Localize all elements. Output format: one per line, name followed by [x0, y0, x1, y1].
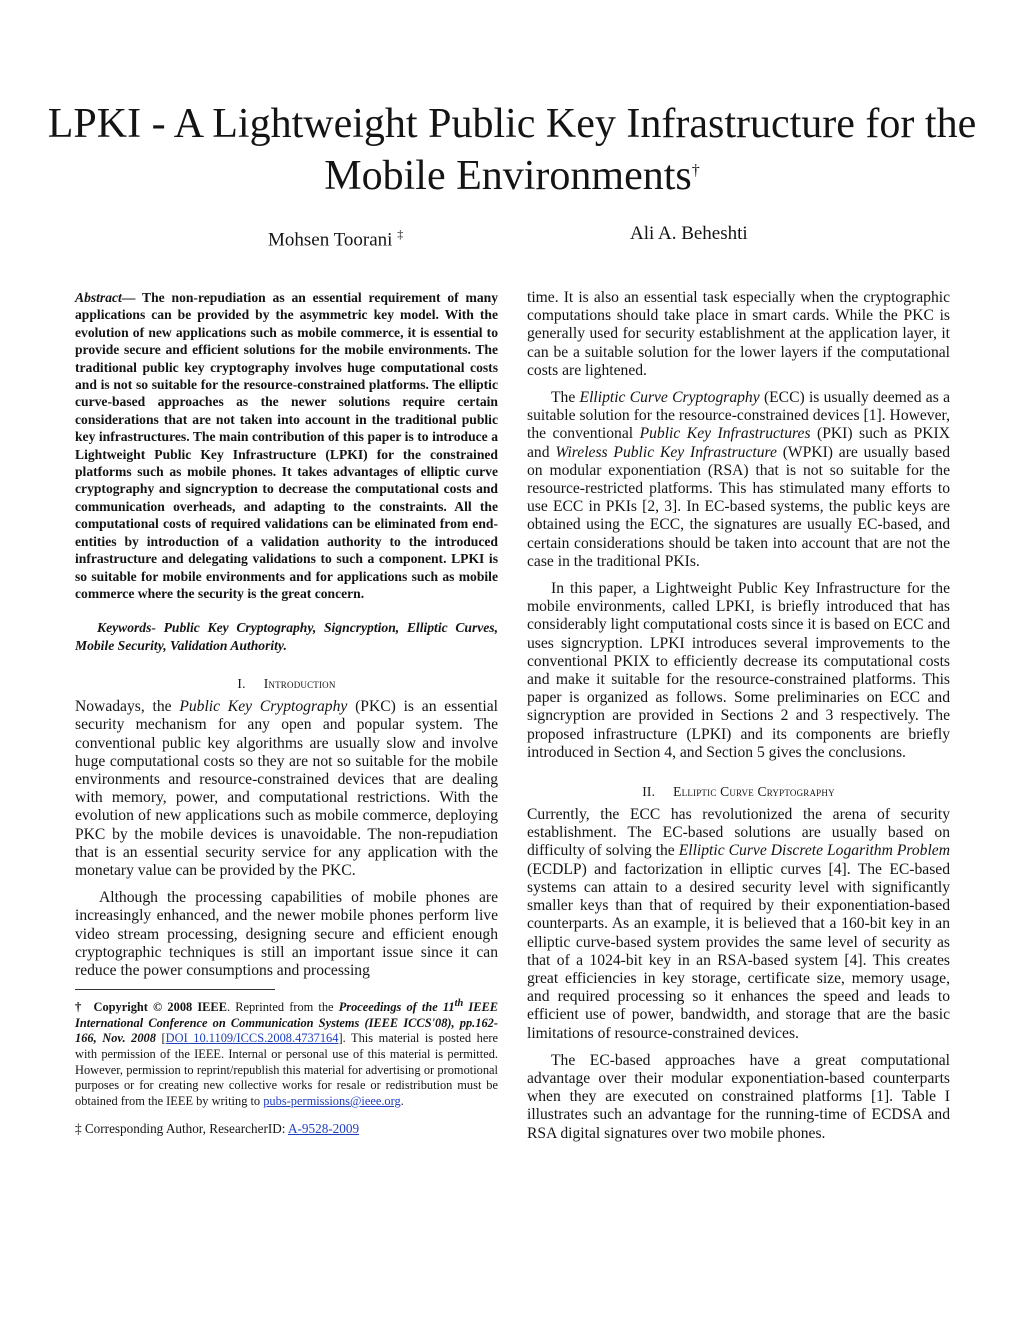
text-run: Currently, the ECC has revolutionized the arena of security establishment. The EC-based solutions are usually based on difficulty of solving the: [527, 806, 950, 860]
intro-paragraph-4: [527, 389, 950, 571]
footnote-mark: †: [75, 1000, 84, 1015]
email-link[interactable]: pubs-permissions@ieee.org: [263, 1093, 401, 1108]
text-run: The: [551, 389, 580, 407]
footnote-divider: [75, 989, 275, 990]
copyright-footnote: [75, 996, 498, 1109]
intro-paragraph-2: Although the processing capabilities of mobile phones are increasingly enhanced, and the newer mobile phones perform live video stream processing, designing secure and efficient enough cryptographic techniques is still an important issue since it can reduce the power consumptions and processing: [75, 889, 498, 979]
footnote-text: ].: [338, 1031, 352, 1046]
paper-title: [40, 98, 984, 211]
author-1-name: Mohsen Toorani: [268, 229, 393, 251]
right-column: [527, 289, 950, 1152]
intro-paragraph-5: In this paper, a Lightweight Public Key Infrastructure for the mobile environments, called LPKI, is briefly introduced that has considerably light computational costs since it is based on ECC and uses signcryption. LPKI introduces several improvements to the conventional PKIX to efficiently decrease its computational costs and make it suitable for the resource-constrained platforms. This paper is organized as follows. Some preliminaries on ECC and signcryption are provided in Sections 2 and 3 respectively. The proposed infrastructure (LPKI) and its components are briefly introduced in Section 4, and Section 5 gives the conclusions.: [527, 580, 950, 761]
text-run: (ECC) is usually deemed as a suitable solution for the resource-constrained devices [1]. However, the conventional: [527, 389, 950, 443]
footnote-text: This material is posted here with permission of the IEEE. Internal or personal use of this material is permitted. However, permission to reprint/republish this material for advertising or promotional purposes or for creating new collective works for resale or redistribution must be obtained from the IEEE by writing to: [75, 1031, 498, 1108]
venue-name: Proceedings of the 11: [338, 1000, 455, 1015]
doi-link[interactable]: DOI 10.1109/ICCS.2008.4737164: [165, 1031, 339, 1046]
section-number: I.: [237, 676, 246, 692]
text-run: (PKC) is an essential security mechanism for any open and popular system. The conventional public key algorithms are usually slow and involve huge computational costs so they are not so suitable for the mobile environments and resource-constrained devices that are dealing with memory, power, and computational restrictions. With the evolution of new applications such as mobile commerce, deploying PKC by the mobile devices is unavoidable. The non-repudiation that is an essential security service for any application with the monetary value can be provided by the PKC.: [75, 698, 498, 879]
section-title-cap: I: [263, 676, 269, 692]
corresponding-author-footnote: [75, 1121, 498, 1137]
intro-paragraph-3: time. It is also an essential task especially when the cryptographic computations should take place in smart cards. While the PKC is generally used for security establishment at the application layer, it can be a suitable solution for the lower layers if the computational costs are lightened.: [527, 289, 950, 379]
author-2: [630, 222, 748, 246]
intro-paragraph-1: [75, 698, 498, 880]
section-title-rest: urve: [729, 784, 754, 800]
text-run: (WPKI) are usually based on modular exponentiation (RSA) that is not so suitable for the resource-restricted platforms. This has stimulated many efforts to use ECC in PKIs [2, 3]. In EC-based systems, the public keys are obtained using the ECC, the signatures are usually EC-based, and certain considerations should be taken into account that are not the case in the traditional PKIs.: [527, 443, 950, 570]
keywords: Keywords- Public Key Cryptography, Signcryption, Elliptic Curves, Mobile Security, Validation Authority.: [75, 620, 498, 653]
footnote-text: .: [400, 1093, 404, 1108]
venue-details: IEEE International Conference on Communication Systems (IEEE ICCS'08), pp.162-166, Nov. 2008: [75, 1000, 498, 1046]
ecc-paragraph-1: [527, 806, 950, 1043]
section-title-cap: C: [757, 784, 767, 800]
italic-term: Wireless Public Key Infrastructure: [555, 443, 777, 461]
section-title-rest: ryptography: [766, 784, 835, 800]
footnote-mark: ‡: [75, 1121, 82, 1137]
copyright-label: Copyright © 2008 IEEE: [93, 1000, 227, 1015]
author-1: [268, 222, 403, 252]
section-title-cap: C: [720, 784, 730, 800]
section-title-rest: lliptic: [681, 784, 717, 800]
footnote-text: . Reprinted from the: [226, 1000, 339, 1015]
italic-term: Elliptic Curve Cryptography: [579, 389, 760, 407]
paper-title-text: LPKI - A Lightweight Public Key Infrastructure for the Mobile Environments: [47, 101, 977, 199]
italic-term: Elliptic Curve Discrete Logarithm Problem: [678, 842, 950, 860]
section-heading-ecc: [527, 784, 950, 800]
section-title-cap: E: [673, 784, 682, 800]
abstract-text: The non-repudiation as an essential requirement of many applications can be provided by the asymmetric key model. With the evolution of new applications such as mobile commerce, it is essential to provide secure and efficient solutions for the mobile environments. The traditional public key cryptography involves huge computational costs and is not so suitable for the resource-constrained platforms. The elliptic curve-based approaches as the newer solutions require certain considerations that are not taken into account in the traditional public key infrastructures. The main contribution of this paper is to introduce a Lightweight Public Key Infrastructure (LPKI) for the constrained platforms such as mobile phones. It takes advantages of elliptic curve cryptography and signcryption to decrease the computational costs and communication overheads, and adapting to the constraints. All the computational costs of required validations can be eliminated from end-entities by introduction of a validation authority to the introduced infrastructure and delegating validations to such a component. LPKI is so suitable for mobile environments and for applications such as mobile commerce where the security is the great concern.: [75, 290, 498, 601]
footnote-text: Corresponding Author, ResearcherID:: [81, 1121, 288, 1137]
researcher-id-link[interactable]: A-9528-2009: [288, 1121, 360, 1137]
footnote-text: [: [155, 1031, 166, 1046]
text-run: Nowadays, the: [75, 698, 180, 716]
italic-term: Public Key Infrastructures: [639, 425, 811, 443]
title-footnote-mark: †: [691, 162, 700, 179]
venue-superscript: th: [454, 998, 464, 1010]
section-heading-introduction: [75, 676, 498, 692]
section-title-rest: ntroduction: [268, 676, 336, 692]
section-number: II.: [642, 784, 656, 800]
text-run: (ECDLP) and factorization in elliptic curves [4]. The EC-based systems can attain to a desired security level with significantly smaller keys than that of required by their exponentiation-based counterparts. As an example, it is believed that a 160-bit key in an elliptic curve-based system provides the same level of security as that of a 1024-bit key in an RSA-based system [4]. This creates great efficiencies in key storage, certificate size, memory usage, and required processing so it enhances the speed and leads to efficient use of power, bandwidth, and storage that are the basic limitations of resource-constrained devices.: [527, 860, 950, 1042]
abstract-lead: Abstract—: [75, 290, 136, 305]
author-2-name: Ali A. Beheshti: [630, 223, 748, 244]
abstract: [75, 289, 498, 602]
ecc-paragraph-2: The EC-based approaches have a great computational advantage over their modular exponentiation-based counterparts when they are executed on constrained platforms [1]. Table I illustrates such an advantage for the running-time of ECDSA and RSA digital signatures over two mobile phones.: [527, 1051, 950, 1142]
italic-term: Public Key Cryptography: [179, 698, 348, 716]
author-1-mark: ‡: [397, 227, 404, 241]
text-run: (PKI) such as PKIX and: [527, 425, 950, 461]
left-column: [75, 289, 498, 1137]
